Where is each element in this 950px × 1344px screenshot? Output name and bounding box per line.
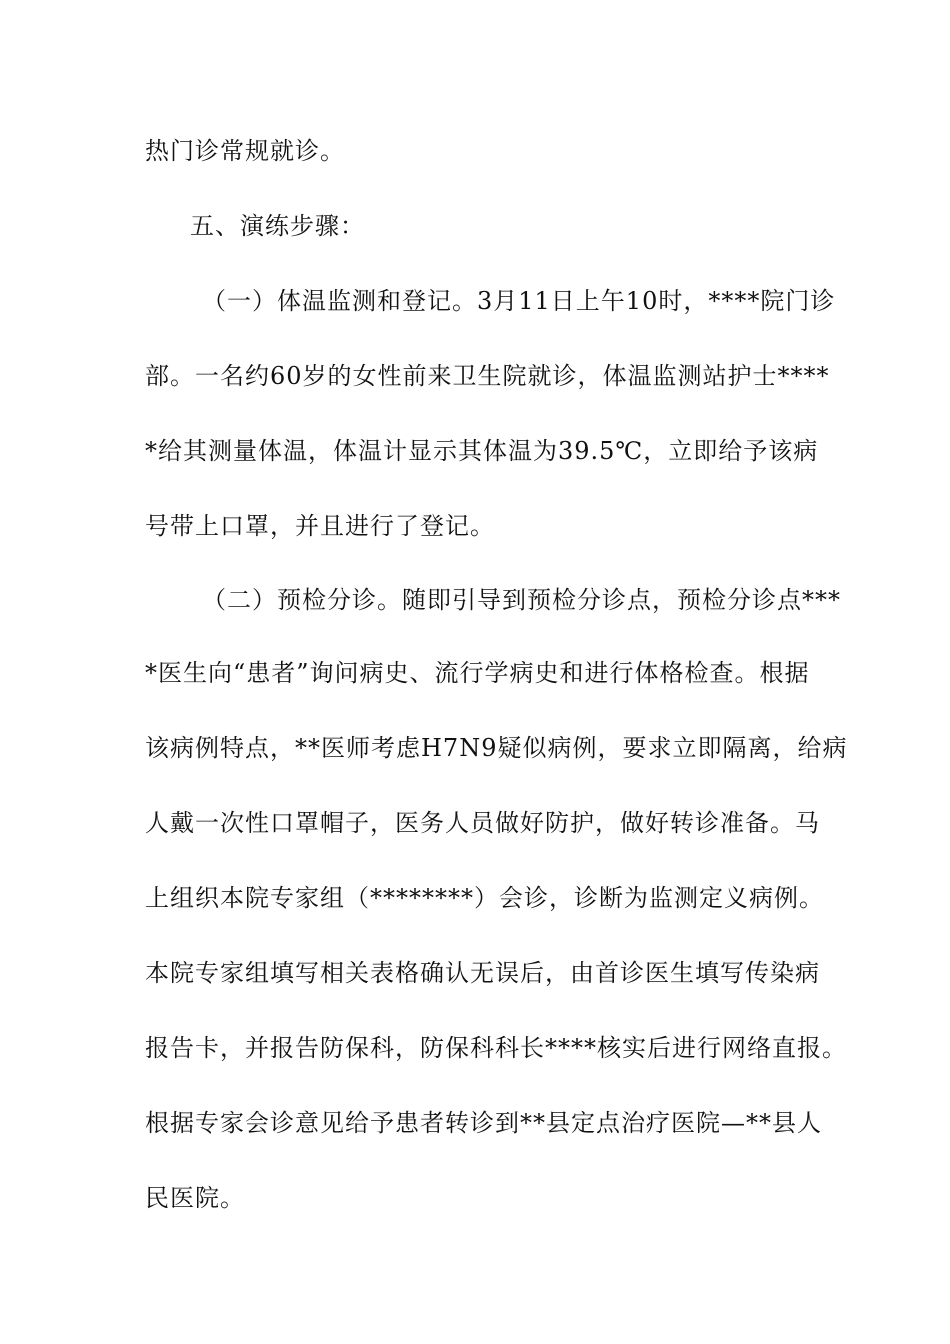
paragraph-start: （一）体温监测和登记。3月11日上午10时，****院门诊	[202, 287, 836, 315]
text-line: 上组织本院专家组（********）会诊，诊断为监测定义病例。	[145, 884, 824, 912]
text-line: *给其测量体温，体温计显示其体温为39.5℃，立即给予该病	[145, 437, 819, 465]
section-heading: 五、演练步骤：	[190, 212, 365, 240]
text-line: 民医院。	[145, 1184, 245, 1212]
text-line: 根据专家会诊意见给予患者转诊到**县定点治疗医院—**县人	[145, 1109, 822, 1137]
text-line: 人戴一次性口罩帽子，医务人员做好防护，做好转诊准备。马	[145, 809, 820, 837]
text-line: *医生向“患者”询问病史、流行学病史和进行体格检查。根据	[145, 659, 810, 687]
text-line: 号带上口罩，并且进行了登记。	[145, 512, 495, 540]
text-line: 报告卡，并报告防保科，防保科科长****核实后进行网络直报。	[145, 1034, 847, 1062]
text-line: 部。一名约60岁的女性前来卫生院就诊，体温监测站护士****	[145, 362, 830, 390]
text-line: 热门诊常规就诊。	[145, 137, 345, 165]
paragraph-start: （二）预检分诊。随即引导到预检分诊点，预检分诊点***	[202, 586, 841, 614]
text-line: 本院专家组填写相关表格确认无误后，由首诊医生填写传染病	[145, 959, 820, 987]
text-line: 该病例特点，**医师考虑H7N9疑似病例，要求立即隔离，给病	[145, 734, 848, 762]
